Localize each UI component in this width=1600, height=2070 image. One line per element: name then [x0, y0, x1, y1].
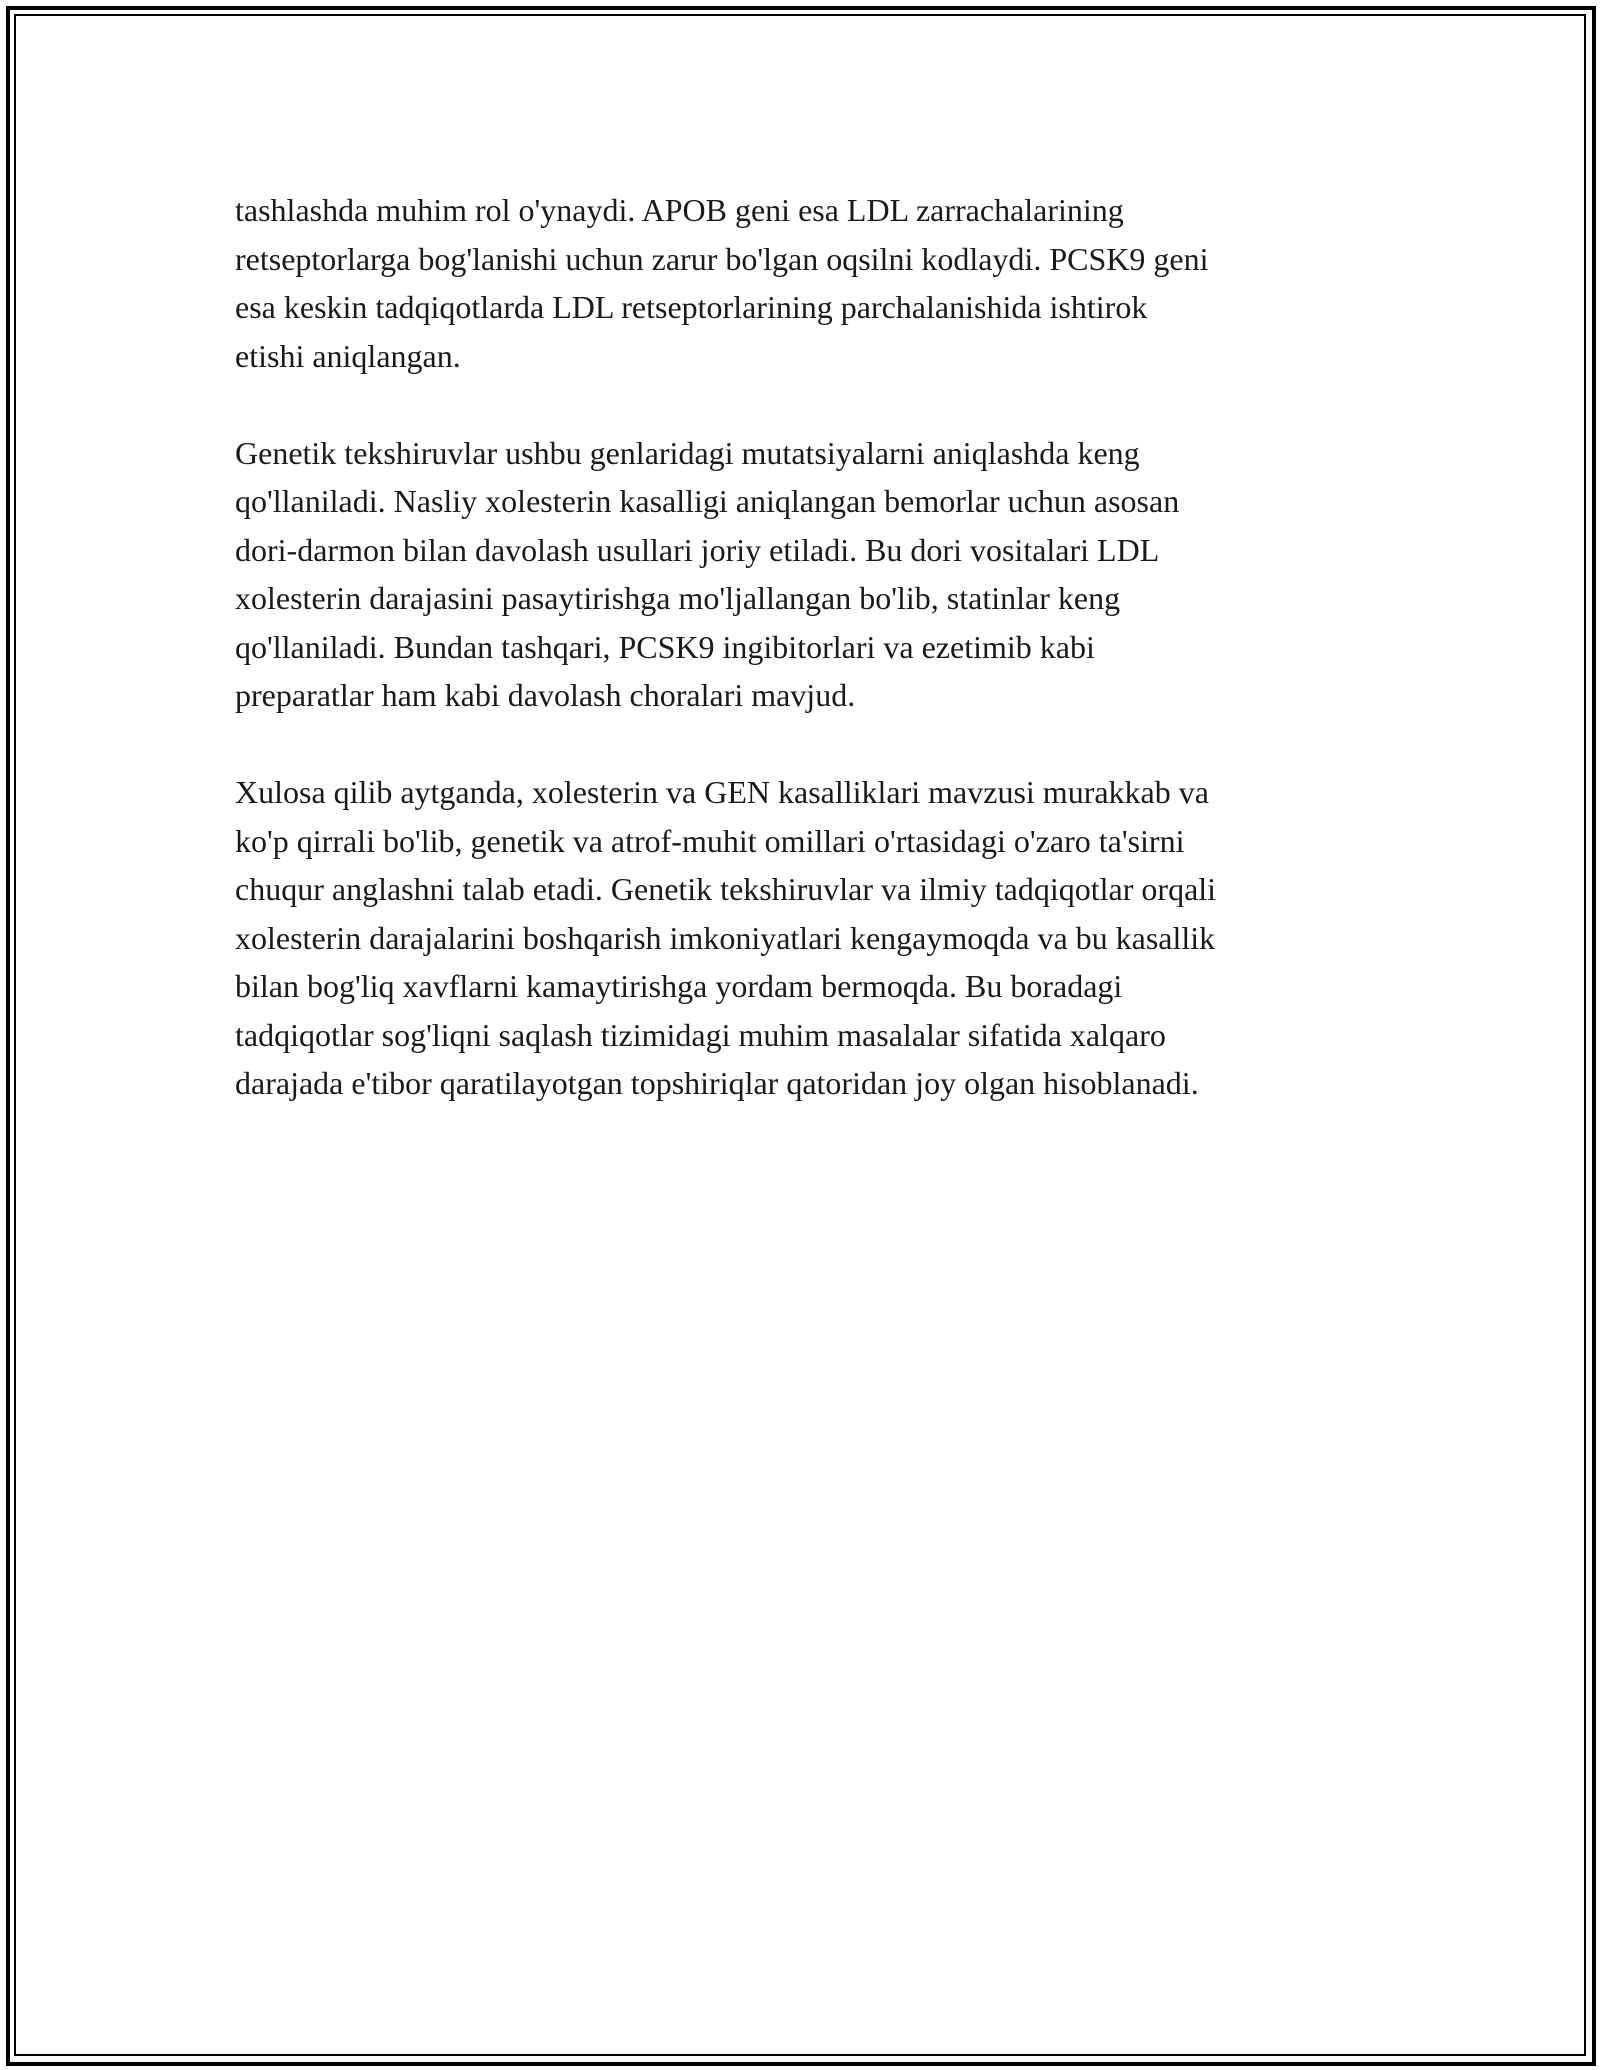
text-line: Xulosa qilib aytganda, xolesterin va GEN kasalliklari mavzusi murakkab va [235, 774, 1209, 810]
text-line: etishi aniqlangan. [235, 337, 461, 374]
text-line: darajada e'tibor qaratilayotgan topshiriqlar qatoridan joy olgan hisoblanadi. [235, 1065, 1199, 1101]
text-line: chuqur anglashni talab etadi. Genetik tekshiruvlar va ilmiy tadqiqotlar orqali [235, 871, 1217, 907]
text-line: esa keskin tadqiqotlarda LDL retseptorlarining parchalanishida ishtirok [235, 289, 1148, 325]
text-line: qo'llaniladi. Bundan tashqari, PCSK9 ingibitorlari va ezetimib kabi [235, 628, 1095, 665]
paragraph-1 [235, 186, 1365, 380]
text-line: dori-darmon bilan davolash usullari joriy etiladi. Bu dori vositalari LDL [235, 531, 1160, 568]
text-line: xolesterin darajalarini boshqarish imkoniyatlari kengaymoqda va bu kasallik [235, 919, 1216, 956]
paragraph-2 [235, 429, 1365, 720]
text-line: preparatlar ham kabi davolash choralari mavjud. [235, 677, 856, 713]
text-line: tadqiqotlar sog'liqni saqlash tizimidagi muhim masalalar sifatida xalqaro [235, 1016, 1166, 1053]
text-line: retseptorlarga bog'lanishi uchun zarur bo'lgan oqsilni kodlaydi. PCSK9 geni [235, 240, 1209, 277]
text-line: bilan bog'liq xavflarni kamaytirishga yordam bermoqda. Bu boradagi [235, 968, 1123, 1004]
text-line: xolesterin darajasini pasaytirishga mo'ljallangan bo'lib, statinlar keng [235, 580, 1121, 616]
text-line: Genetik tekshiruvlar ushbu genlaridagi mutatsiyalarni aniqlashda keng [235, 434, 1140, 471]
document-body [235, 186, 1365, 1156]
paragraph-3 [235, 768, 1365, 1108]
text-line: tashlashda muhim rol o'ynaydi. APOB geni esa LDL zarrachalarining [235, 192, 1124, 228]
text-line: ko'p qirrali bo'lib, genetik va atrof-muhit omillari o'rtasidagi o'zaro ta'sirni [235, 822, 1185, 859]
text-line: qo'llaniladi. Nasliy xolesterin kasalligi aniqlangan bemorlar uchun asosan [235, 483, 1180, 519]
